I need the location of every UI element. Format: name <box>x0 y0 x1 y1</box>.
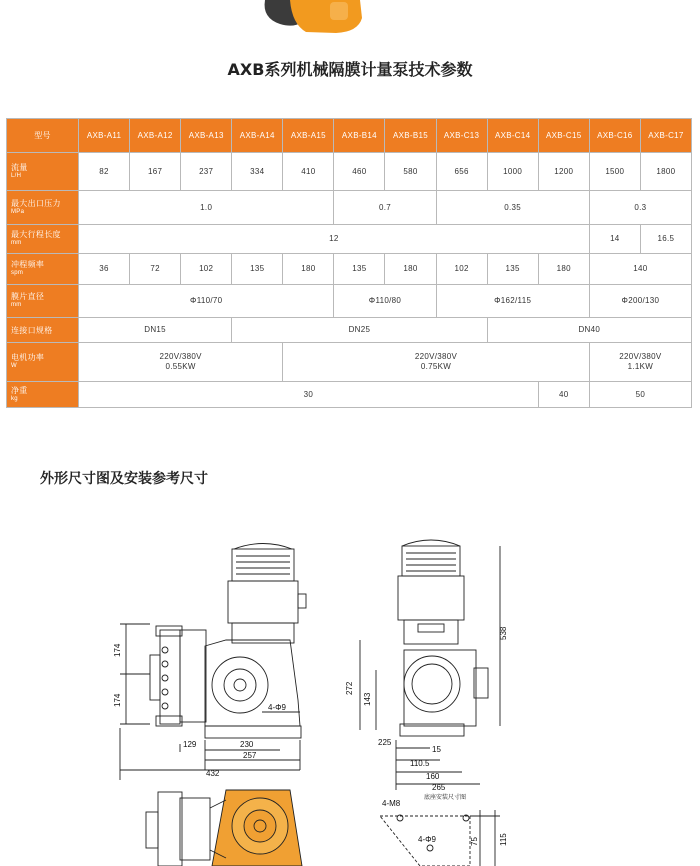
model-header-cell: AXB-C13 <box>436 119 487 153</box>
row-unit: kg <box>11 395 18 402</box>
spec-table-header-row <box>7 119 692 153</box>
value-cell: 1500 <box>589 153 640 191</box>
dim-143: 143 <box>363 692 372 706</box>
value-cell: 1200 <box>538 153 589 191</box>
row-label-cell <box>7 285 79 318</box>
value-cell: 1800 <box>640 153 691 191</box>
value-cell: 180 <box>538 254 589 285</box>
side-view-drawing <box>360 540 500 790</box>
dim-265: 265 <box>432 783 446 792</box>
model-header-cell: AXB-A12 <box>130 119 181 153</box>
spec-table-title: AXB系列机械隔膜计量泵技术参数 <box>227 60 473 79</box>
value-cell: Φ162/115 <box>436 285 589 318</box>
dim-110-5: 110.5 <box>410 759 430 768</box>
value-cell: 135 <box>232 254 283 285</box>
value-cell: 180 <box>385 254 436 285</box>
value-cell: 40 <box>538 382 589 408</box>
model-header-cell: AXB-C16 <box>589 119 640 153</box>
value-cell: 36 <box>79 254 130 285</box>
model-header-cell: AXB-A13 <box>181 119 232 153</box>
row-unit: W <box>11 363 17 369</box>
value-cell: 135 <box>487 254 538 285</box>
model-header-cell: AXB-C17 <box>640 119 691 153</box>
value-cell: 220V/380V 0.75KW <box>283 343 589 382</box>
value-cell: 460 <box>334 153 385 191</box>
dim-4-phi9: 4-Φ9 <box>268 703 286 712</box>
front-view-dimensions <box>113 643 286 778</box>
value-cell: 0.3 <box>589 191 691 225</box>
dim-129: 129 <box>183 740 197 749</box>
model-header-cell: AXB-C15 <box>538 119 589 153</box>
value-cell: 72 <box>130 254 181 285</box>
dim-115: 115 <box>499 833 508 846</box>
model-header-cell: AXB-B14 <box>334 119 385 153</box>
row-unit: MPa <box>11 208 25 215</box>
value-cell: Φ110/80 <box>334 285 436 318</box>
spec-table-row <box>7 318 692 343</box>
spec-table <box>6 118 692 408</box>
spec-table-row <box>7 225 692 254</box>
value-cell: 220V/380V 0.55KW <box>79 343 283 382</box>
spec-table-row <box>7 254 692 285</box>
value-cell: 410 <box>283 153 334 191</box>
value-cell: 220V/380V 1.1KW <box>589 343 691 382</box>
label-base-mounting: 底座安装尺寸图 <box>424 795 467 801</box>
dim-272: 272 <box>345 681 354 695</box>
row-label: 连接口规格 <box>11 325 53 335</box>
row-label: 最大出口压力 <box>11 198 61 208</box>
dim-174-upper: 174 <box>113 643 122 657</box>
model-header-cell: AXB-B15 <box>385 119 436 153</box>
dim-257: 257 <box>243 751 257 760</box>
dim-174-lower: 174 <box>113 693 122 707</box>
value-cell: 580 <box>385 153 436 191</box>
row-label-cell <box>7 153 79 191</box>
value-cell: 1.0 <box>79 191 334 225</box>
model-header-cell: AXB-C14 <box>487 119 538 153</box>
model-header-cell: AXB-A11 <box>79 119 130 153</box>
value-cell: 135 <box>334 254 385 285</box>
dim-225: 225 <box>378 738 392 747</box>
row-label-cell <box>7 225 79 254</box>
value-cell: 140 <box>589 254 691 285</box>
dimension-section-title: 外形尺寸图及安装参考尺寸 <box>40 471 208 487</box>
value-cell: 14 <box>589 225 640 254</box>
model-header-cell: AXB-A14 <box>232 119 283 153</box>
row-label: 净重 <box>11 385 28 395</box>
value-cell: 656 <box>436 153 487 191</box>
value-cell: 0.7 <box>334 191 436 225</box>
top-view-drawing <box>146 790 302 866</box>
value-cell: 0.35 <box>436 191 589 225</box>
value-cell: DN15 <box>79 318 232 343</box>
row-label-cell <box>7 382 79 408</box>
value-cell: 1000 <box>487 153 538 191</box>
value-cell: 334 <box>232 153 283 191</box>
front-view-drawing <box>120 544 306 781</box>
dim-15: 15 <box>432 745 441 754</box>
spec-table-row <box>7 285 692 318</box>
row-label: 电机功率 <box>11 353 45 362</box>
dim-538: 538 <box>499 626 508 640</box>
row-unit: L/H <box>11 172 22 179</box>
row-label-cell <box>7 343 79 382</box>
header-label-cell: 型号 <box>7 119 79 153</box>
value-cell: 180 <box>283 254 334 285</box>
value-cell: 16.5 <box>640 225 691 254</box>
spec-table-row <box>7 153 692 191</box>
dim-75: 75 <box>470 837 479 846</box>
value-cell: Φ110/70 <box>79 285 334 318</box>
value-cell: 237 <box>181 153 232 191</box>
value-cell: 30 <box>79 382 539 408</box>
spec-table-row <box>7 191 692 225</box>
row-label: 冲程频率 <box>11 260 45 269</box>
value-cell: 102 <box>436 254 487 285</box>
row-label: 最大行程长度 <box>11 230 61 239</box>
value-cell: 50 <box>589 382 691 408</box>
dimension-drawing <box>0 520 700 866</box>
row-label-cell <box>7 191 79 225</box>
label-4-m8: 4-M8 <box>382 799 401 808</box>
model-header-cell: AXB-A15 <box>283 119 334 153</box>
spec-table-row <box>7 382 692 408</box>
row-label-cell <box>7 318 79 343</box>
dim-432: 432 <box>206 769 220 778</box>
dim-230: 230 <box>240 740 254 749</box>
value-cell: Φ200/130 <box>589 285 691 318</box>
base-mounting-drawing <box>380 810 500 866</box>
side-view-dimensions <box>345 626 508 792</box>
value-cell: DN40 <box>487 318 691 343</box>
row-unit: mm <box>11 302 22 308</box>
row-label: 流量 <box>11 162 28 172</box>
value-cell: 12 <box>79 225 590 254</box>
value-cell: 82 <box>79 153 130 191</box>
row-unit: spm <box>11 270 24 276</box>
row-label: 膜片直径 <box>11 292 45 301</box>
dim-160: 160 <box>426 772 440 781</box>
spec-table-row <box>7 343 692 382</box>
row-label-cell <box>7 254 79 285</box>
base-mounting-labels <box>382 793 508 846</box>
row-unit: mm <box>11 240 22 246</box>
value-cell: 102 <box>181 254 232 285</box>
value-cell: DN25 <box>232 318 487 343</box>
value-cell: 167 <box>130 153 181 191</box>
label-4-phi9: 4-Φ9 <box>418 835 436 844</box>
pump-product-photo <box>0 0 700 40</box>
